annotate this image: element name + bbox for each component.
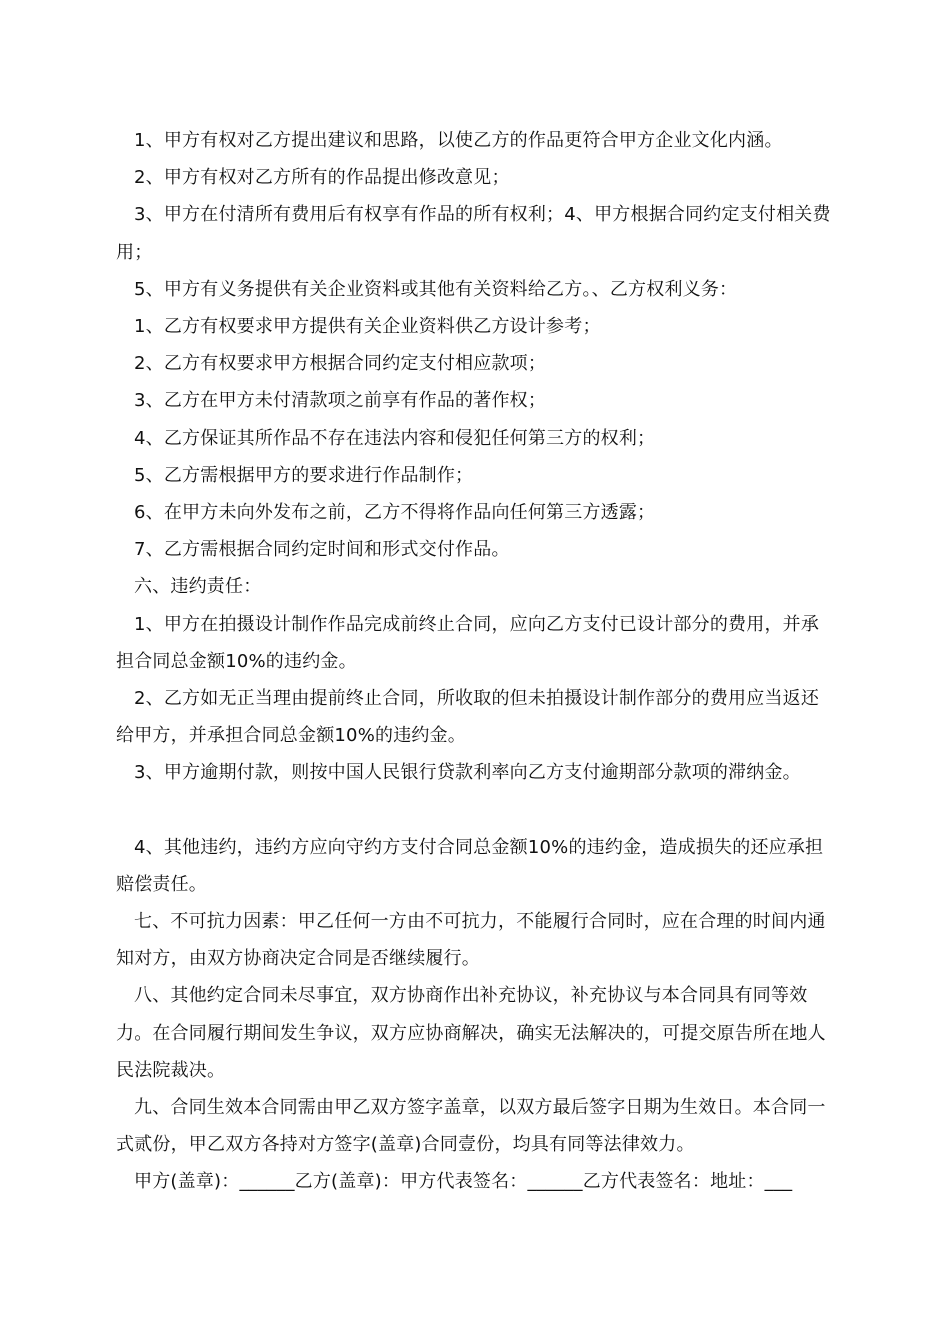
- paragraph: 7、乙方需根据合同约定时间和形式交付作品。: [134, 539, 510, 561]
- paragraph: 九、合同生效本合同需由甲乙双方签字盖章，以双方最后签字日期为生效日。本合同一式贰份，甲乙双方各持对方签字(盖章)合同壹份，均具有同等法律效力。: [116, 1097, 826, 1156]
- paragraph: 1、甲方在拍摄设计制作作品完成前终止合同，应向乙方支付已设计部分的费用，并承担合同总金额10%的违约金。: [116, 613, 820, 672]
- paragraph: 七、不可抗力因素：甲乙任何一方由不可抗力，不能履行合同时，应在合理的时间内通知对方，由双方协商决定合同是否继续履行。: [116, 911, 826, 970]
- paragraph: 2、乙方有权要求甲方根据合同约定支付相应款项；: [134, 353, 547, 375]
- paragraph: 3、甲方在付清所有费用后有权享有作品的所有权利；4、甲方根据合同约定支付相关费用；: [116, 204, 831, 263]
- paragraph: 2、甲方有权对乙方所有的作品提出修改意见；: [134, 167, 510, 189]
- paragraph: 3、乙方在甲方未付清款项之前享有作品的著作权；: [134, 390, 547, 412]
- paragraph: 2、乙方如无正当理由提前终止合同，所收取的但未拍摄设计制作部分的费用应当返还给甲方，并承担合同总金额10%的违约金。: [116, 688, 820, 747]
- paragraph: 1、甲方有权对乙方提出建议和思路，以使乙方的作品更符合甲方企业文化内涵。: [134, 130, 783, 151]
- paragraph: 1、乙方有权要求甲方提供有关企业资料供乙方设计参考；: [134, 316, 601, 338]
- paragraph: 4、其他违约，违约方应向守约方支付合同总金额10%的违约金，造成损失的还应承担赔偿责任。: [116, 836, 824, 895]
- paragraph: 八、其他约定合同未尽事宜，双方协商作出补充协议，补充协议与本合同具有同等效力。在合同履行期间发生争议，双方应协商解决，确实无法解决的，可提交原告所在地人民法院裁决。: [116, 985, 826, 1081]
- blank-spacer: [116, 792, 834, 829]
- signature-line: 甲方(盖章)：______乙方(盖章)：甲方代表签名：______乙方代表签名：地址：___: [134, 1171, 793, 1193]
- paragraph: 5、甲方有义务提供有关企业资料或其他有关资料给乙方。、乙方权利义务：: [134, 278, 738, 300]
- paragraph: 3、甲方逾期付款，则按中国人民银行贷款利率向乙方支付逾期部分款项的滞纳金。: [134, 762, 801, 784]
- paragraph: 6、在甲方未向外发布之前，乙方不得将作品向任何第三方透露；: [134, 502, 656, 524]
- paragraph: 5、乙方需根据甲方的要求进行作品制作；: [134, 464, 474, 486]
- contract-body: [116, 122, 834, 1201]
- section-heading: 六、违约责任：: [134, 576, 262, 598]
- paragraph: 4、乙方保证其所作品不存在违法内容和侵犯任何第三方的权利；: [134, 427, 656, 449]
